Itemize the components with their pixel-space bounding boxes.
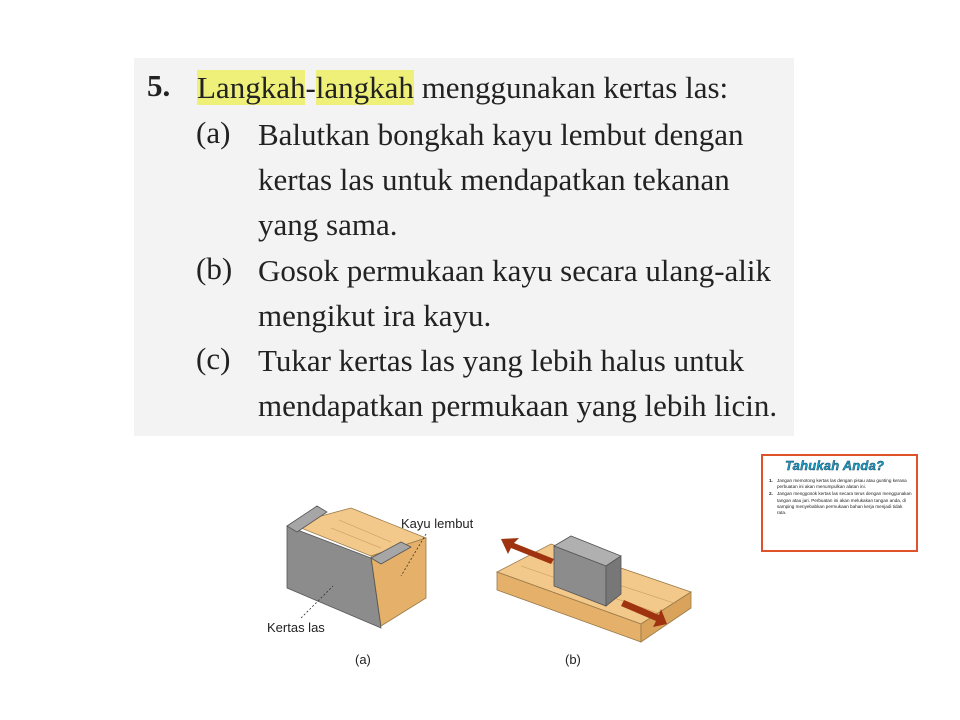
step-c-line-2: mendapatkan permukaan yang lebih licin. [258, 388, 778, 423]
note-item-number: 2. [769, 491, 773, 497]
step-c-line-1: Tukar kertas las yang lebih halus untuk [258, 343, 745, 378]
heading-dash: - [305, 70, 316, 105]
step-a-line-3: yang sama. [258, 207, 398, 242]
heading-highlight-1: Langkah [197, 70, 306, 105]
note-title: Tahukah Anda? [785, 458, 885, 473]
step-a-line-1: Balutkan bongkah kayu lembut dengan [258, 117, 744, 152]
note-item-number: 1. [769, 478, 773, 483]
heading-highlight-2: langkah [315, 70, 414, 105]
heading-rest: menggunakan kertas las: [413, 70, 729, 105]
note-list [769, 478, 912, 517]
label-wood: Kayu lembut [401, 516, 474, 531]
did-you-know-box [761, 454, 918, 552]
step-b-line-2: mengikut ira kayu. [258, 298, 492, 333]
note-item [769, 491, 912, 516]
figure-panel [221, 446, 733, 708]
heading-line [197, 68, 728, 108]
note-item [769, 478, 912, 490]
note-item-text: Jangan menggosok kertas las secara terus dengan menggunakan tangan atau jari. Perbuatan ini akan melukakan tangan anda, di samping menyebabkan permukaan bahan kerja menjadi tidak rata. [777, 491, 912, 516]
step-letter-c: (c) [196, 341, 231, 376]
caption-b: (b) [565, 652, 581, 667]
note-item-text: Jangan memotong kertas las dengan pisau atau gunting kerana perbuatan ini akan menumpulkan alatan ini. [777, 478, 907, 490]
sanding-illustration [221, 446, 733, 708]
step-a-line-2: kertas las untuk mendapatkan tekanan [258, 162, 730, 197]
step-letter-b: (b) [196, 251, 233, 286]
label-sandpaper: Kertas las [267, 620, 325, 635]
caption-a: (a) [355, 652, 371, 667]
step-b-line-1: Gosok permukaan kayu secara ulang-alik [258, 253, 772, 288]
step-number: 5. [147, 68, 171, 103]
step-letter-a: (a) [196, 115, 231, 150]
